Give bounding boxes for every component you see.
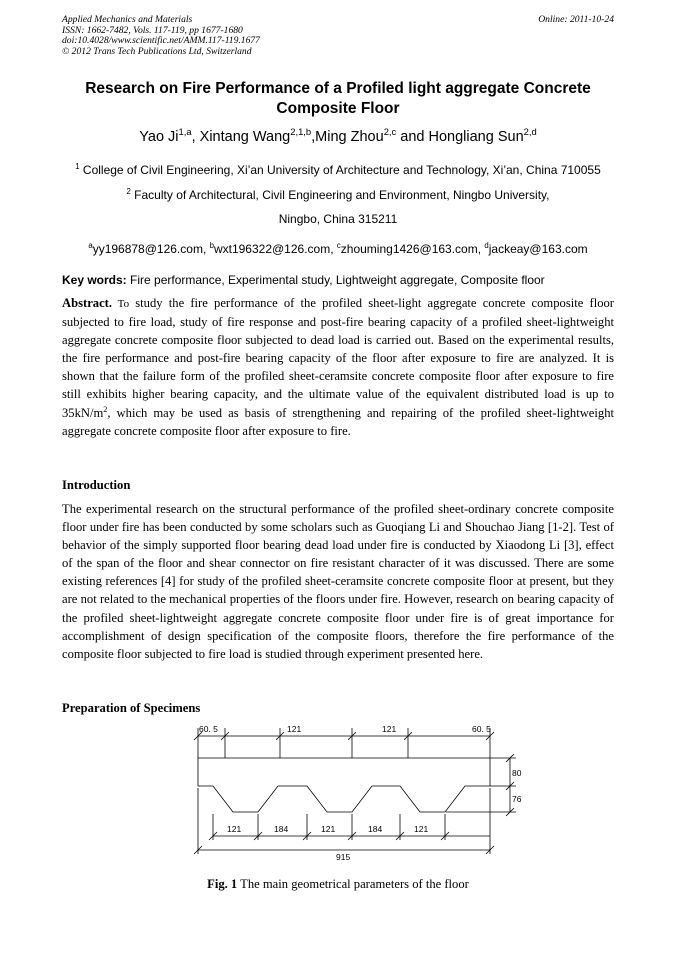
affiliation-2	[62, 188, 614, 202]
issn-line: ISSN: 1662-7482, Vols. 117-119, pp 1677-1680	[62, 24, 243, 36]
author-separator: and	[396, 129, 429, 145]
author-separator: ,	[311, 129, 316, 145]
affiliation-1	[58, 163, 618, 177]
author-affiliation-mark: 2,d	[523, 126, 537, 138]
bottom-dim-label: 121	[227, 824, 242, 834]
author-list	[62, 126, 614, 145]
keywords-text: Fire performance, Experimental study, Lightweight aggregate, Composite floor	[126, 273, 545, 287]
email-mark: c	[336, 241, 341, 250]
author-name: Xintang Wang	[199, 129, 291, 145]
keywords-label: Key words:	[62, 273, 127, 287]
total-length-label: 915	[336, 852, 351, 862]
author-name: Yao Ji	[139, 129, 179, 145]
right-dim-label: 80	[512, 768, 522, 778]
bottom-dim-label: 121	[414, 824, 429, 834]
affiliation-number: 1	[75, 162, 80, 171]
figure-caption-text: The main geometrical parameters of the floor	[237, 877, 469, 891]
bottom-dimension-labels	[227, 824, 428, 862]
affiliation-number: 2	[126, 187, 131, 196]
top-dim-label: 60. 5	[199, 724, 218, 734]
journal-header	[62, 15, 260, 57]
author-affiliation-mark: 2,c	[383, 126, 397, 138]
introduction-paragraph: The experimental research on the structural performance of the profiled sheet-ordinary concrete composite floor under fire has been conducted by some scholars such as Guoqiang Li and Shouchao Jiang [1-2]. Test of behavior of the simply supported floor bearing dead load under fire is conducted by Xiaodong Li [3], effect of the span of the floor and shear connector on fire resistant character of it was discussed. There are some existing references [4] for study of the profiled sheet-ceramsite concrete composite floor at present, but they are not related to the mechanical properties of the floors under fire. However, research on bearing capacity of the profiled sheet-lightweight aggregate concrete composite floor under fire is of great importance for accomplishment of design specification of the composite floors, therefore the fire performance of the composite floor subjected to fire load is studied through experiment presented here.	[62, 502, 614, 661]
affiliation-text: Faculty of Architectural, Civil Engineering and Environment, Ningbo University,	[130, 188, 550, 202]
author-emails	[62, 242, 614, 256]
floor-profile-outline	[198, 758, 490, 812]
top-dim-label: 121	[287, 724, 302, 734]
email-mark: d	[484, 241, 489, 250]
email-mark: a	[88, 241, 93, 250]
author-name: Hongliang Sun	[428, 129, 524, 145]
journal-name: Applied Mechanics and Materials	[62, 14, 193, 25]
email: yy196878@126.com,	[92, 242, 210, 256]
bottom-dimension-lines	[194, 788, 494, 854]
email: zhouming1426@163.com,	[340, 242, 485, 256]
author-separator: ,	[191, 129, 200, 145]
top-dimension-lines	[194, 728, 494, 758]
abstract-text-end: , which may be used as basis of strengthening and repairing of the profiled sheet-lightweight aggregate concrete composite floor after exposure to fire.	[62, 405, 614, 438]
top-dim-label: 121	[382, 724, 397, 734]
floor-cross-section-figure	[190, 718, 530, 866]
email: jackeay@163.com	[488, 242, 588, 256]
author-name: Ming Zhou	[315, 129, 384, 145]
section-heading-preparation: Preparation of Specimens	[62, 701, 201, 715]
figure-caption-label: Fig. 1	[207, 877, 238, 891]
paper-title: Research on Fire Performance of a Profiled light aggregate Concrete Composite Floor	[85, 80, 591, 117]
affiliation-2-cont: Ningbo, China 315211	[278, 212, 398, 226]
section-heading-introduction: Introduction	[62, 478, 131, 492]
abstract-superscript: 2	[103, 404, 108, 414]
top-dim-label: 60. 5	[472, 724, 491, 734]
email: wxt196322@126.com,	[213, 242, 337, 256]
abstract-text: study the fire performance of the profiled sheet-light aggregate concrete composite floor subjected to fire load, study of fire response and post-fire bearing capacity of a profiled sheet-lightweight aggregate concrete composite floor subjected to dead load is carried out. Based on the experimental results, the fire performance and post-fire bearing capacity of the floor after exposure to fire are analyzed. It is shown that the failure form of the profiled sheet-ceramsite concrete composite floor after exposure to fire still exhibits higher bearing capacity, and the ultimate value of the equivalent distributed load is up to 35kN/m	[62, 296, 614, 420]
bottom-dim-label: 184	[274, 824, 289, 834]
email-mark: b	[209, 241, 214, 250]
doi-line: doi:10.4028/www.scientific.net/AMM.117-119.1677	[62, 35, 260, 47]
bottom-dim-label: 121	[321, 824, 336, 834]
keywords	[62, 273, 614, 287]
right-dim-label: 76	[512, 794, 522, 804]
online-date: Online: 2011-10-24	[538, 14, 614, 25]
author-affiliation-mark: 2,1,b	[290, 126, 312, 138]
figure-caption	[62, 877, 614, 892]
abstract-label: Abstract.	[62, 296, 113, 310]
affiliation-text: College of Civil Engineering, Xi’an University of Architecture and Technology, Xi’an, China 710055	[79, 163, 601, 177]
abstract-lead: To	[112, 298, 130, 310]
author-affiliation-mark: 1,a	[178, 126, 192, 138]
copyright-line: © 2012 Trans Tech Publications Ltd, Switzerland	[62, 45, 252, 57]
abstract	[62, 294, 614, 440]
top-dimension-labels	[199, 724, 491, 734]
right-dimension-lines	[446, 754, 516, 816]
bottom-dim-label: 184	[368, 824, 383, 834]
